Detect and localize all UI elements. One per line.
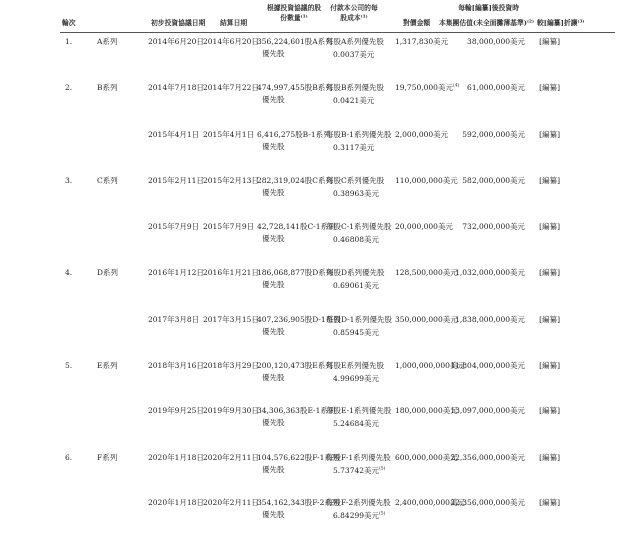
header-valuation-line1: 每輪[編纂]後投資時 xyxy=(458,4,519,12)
price-value: 0.46808美元 xyxy=(333,235,380,244)
header-amount: 對價金額 xyxy=(403,19,431,27)
discount-value: [編纂] xyxy=(539,498,560,507)
shares-count: 356,224,601股A系列 xyxy=(257,37,333,46)
shares-type: 優先股 xyxy=(262,465,285,474)
price-label: 每股D系列優先股 xyxy=(326,268,385,277)
shares-count: 407,236,905股D-1系列 xyxy=(257,315,341,324)
discount-value: [編纂] xyxy=(539,361,560,370)
series-name: A系列 xyxy=(97,37,118,46)
price-value: 5.73742美元$^{(5)}$ xyxy=(333,466,386,475)
shares-type: 優先股 xyxy=(262,373,285,382)
series-name: D系列 xyxy=(97,268,119,277)
post-money-valuation: 13,097,000,000美元 xyxy=(450,406,525,415)
closing-date: 2018年3月29日 xyxy=(203,361,259,370)
discount-value: [編纂] xyxy=(539,176,560,185)
discount-value: [編纂] xyxy=(539,130,560,139)
shares-type: 優先股 xyxy=(262,95,285,104)
shares-count: 42,728,141股C-1系列 xyxy=(257,222,336,231)
consideration-amount: 600,000,000美元 xyxy=(395,453,458,462)
post-money-valuation: 22,356,000,000美元 xyxy=(450,453,525,462)
discount-value: [編纂] xyxy=(539,268,560,277)
series-name: F系列 xyxy=(97,453,118,462)
header-shares: 根據投資協議的股份數量⁽¹⁾ xyxy=(266,4,322,22)
price-label: 每股E系列優先股 xyxy=(326,361,384,370)
consideration-amount: 20,000,000美元 xyxy=(395,222,453,231)
post-money-valuation: 22,356,000,000美元 xyxy=(450,498,525,507)
agreement-date: 2020年1月18日 xyxy=(148,498,204,507)
price-label: 每股F-1系列優先股 xyxy=(326,453,391,462)
footnote-marker: (5) xyxy=(379,511,386,517)
post-money-valuation: 1,838,000,000美元 xyxy=(455,315,525,324)
price-label: 每股B系列優先股 xyxy=(326,83,385,92)
shares-type: 優先股 xyxy=(262,418,285,427)
price-label: 每股F-2系列優先股 xyxy=(326,498,391,507)
closing-date: 2019年9月30日 xyxy=(203,406,259,415)
round-number: 5. xyxy=(65,361,73,370)
price-value: 0.69061美元 xyxy=(333,281,380,290)
closing-date: 2015年7月9日 xyxy=(203,222,255,231)
consideration-amount: 180,000,000美元 xyxy=(395,406,458,415)
discount-value: [編纂] xyxy=(539,37,560,46)
round-number: 4. xyxy=(65,268,73,277)
price-value: 5.24684美元 xyxy=(333,419,380,428)
discount-value: [編纂] xyxy=(539,453,560,462)
shares-count: 34,306,363股E-1系列 xyxy=(257,406,336,415)
closing-date: 2016年1月21日 xyxy=(203,268,259,277)
agreement-date: 2015年7月9日 xyxy=(148,222,200,231)
agreement-date: 2015年4月1日 xyxy=(148,130,200,139)
round-number: 3. xyxy=(65,176,73,185)
header-round: 輪次 xyxy=(62,19,76,27)
shares-type: 優先股 xyxy=(262,188,285,197)
post-money-valuation: 11,804,000,000美元 xyxy=(450,361,525,370)
series-name: E系列 xyxy=(97,361,118,370)
shares-type: 優先股 xyxy=(262,234,285,243)
post-money-valuation: 592,000,000美元 xyxy=(462,130,525,139)
round-number: 1. xyxy=(65,37,73,46)
header-closing-date: 結算日期 xyxy=(220,19,248,27)
round-number: 2. xyxy=(65,83,73,92)
closing-date: 2014年6月20日 xyxy=(203,37,259,46)
consideration-amount: 2,400,000,000美元 xyxy=(395,498,465,507)
consideration-amount: 1,317,830美元 xyxy=(395,37,449,46)
agreement-date: 2020年1月18日 xyxy=(148,453,204,462)
series-name: C系列 xyxy=(97,176,118,185)
shares-count: 282,319,024股C系列 xyxy=(257,176,333,185)
header-agreement-date: 初步投資協議日期 xyxy=(151,19,206,27)
closing-date: 2020年2月11日 xyxy=(203,453,259,462)
post-money-valuation: 732,000,000美元 xyxy=(462,222,525,231)
header-price: 付款本公司的每股成本⁽¹⁾ xyxy=(330,4,378,22)
shares-count: 354,162,343股F-2系列 xyxy=(257,498,340,507)
discount-value: [編纂] xyxy=(539,83,560,92)
discount-value: [編纂] xyxy=(539,315,560,324)
closing-date: 2015年2月13日 xyxy=(203,176,259,185)
header-discount: 較[編纂]折讓⁽³⁾ xyxy=(537,19,585,27)
footnote-marker: (5) xyxy=(379,466,386,472)
consideration-amount: 350,000,000美元 xyxy=(395,315,458,324)
header-valuation-line2: 本集團估值(未全面攤薄基準)⁽²⁾ xyxy=(438,19,534,27)
closing-date: 2020年2月11日 xyxy=(203,498,259,507)
shares-count: 6,416,275股B-1系列 xyxy=(257,130,331,139)
price-value: 0.85945美元 xyxy=(333,328,380,337)
price-value: 4.99699美元 xyxy=(333,374,380,383)
closing-date: 2014年7月22日 xyxy=(203,83,259,92)
consideration-amount: 1,000,000,000美元 xyxy=(395,361,465,370)
price-label: 每股B-1系列優先股 xyxy=(326,130,392,139)
price-value: 6.84299美元$^{(5)}$ xyxy=(333,511,386,520)
closing-date: 2015年4月1日 xyxy=(203,130,255,139)
price-value: 0.0421美元 xyxy=(333,96,375,105)
shares-type: 優先股 xyxy=(262,327,285,336)
shares-type: 優先股 xyxy=(262,280,285,289)
price-label: 每股C-1系列優先股 xyxy=(326,222,392,231)
discount-value: [編纂] xyxy=(539,222,560,231)
closing-date: 2017年3月15日 xyxy=(203,315,259,324)
agreement-date: 2016年1月12日 xyxy=(148,268,204,277)
price-value: 0.3117美元 xyxy=(333,143,375,152)
price-label: 每股C系列優先股 xyxy=(326,176,385,185)
shares-count: 474,997,455股B系列 xyxy=(257,83,333,92)
header-rule xyxy=(60,32,615,33)
agreement-date: 2019年9月25日 xyxy=(148,406,204,415)
price-value: 0.0037美元 xyxy=(333,50,375,59)
discount-value: [編纂] xyxy=(539,406,560,415)
post-money-valuation: 61,000,000美元 xyxy=(467,83,525,92)
price-value: 0.38963美元 xyxy=(333,189,380,198)
post-money-valuation: 582,000,000美元 xyxy=(462,176,525,185)
post-money-valuation: 1,032,000,000美元 xyxy=(455,268,525,277)
shares-count: 186,068,877股D系列 xyxy=(257,268,334,277)
series-name: B系列 xyxy=(97,83,118,92)
price-label: 每股D-1系列優先股 xyxy=(326,315,392,324)
post-money-valuation: 38,000,000美元 xyxy=(467,37,525,46)
consideration-amount: 19,750,000美元$^{(4)}$ xyxy=(395,83,460,92)
footnote-marker: (4) xyxy=(452,83,460,89)
agreement-date: 2015年2月11日 xyxy=(148,176,204,185)
shares-count: 200,120,473股E系列 xyxy=(257,361,333,370)
shares-count: 104,576,622股F-1系列 xyxy=(257,453,340,462)
shares-type: 優先股 xyxy=(262,142,285,151)
shares-type: 優先股 xyxy=(262,49,285,58)
consideration-amount: 2,000,000美元 xyxy=(395,130,449,139)
consideration-amount: 128,500,000美元 xyxy=(395,268,458,277)
consideration-amount: 110,000,000美元 xyxy=(395,176,458,185)
round-number: 6. xyxy=(65,453,73,462)
agreement-date: 2018年3月16日 xyxy=(148,361,204,370)
price-label: 每股E-1系列優先股 xyxy=(326,406,392,415)
agreement-date: 2017年3月8日 xyxy=(148,315,200,324)
shares-type: 優先股 xyxy=(262,510,285,519)
agreement-date: 2014年7月18日 xyxy=(148,83,204,92)
agreement-date: 2014年6月20日 xyxy=(148,37,204,46)
price-label: 每股A系列優先股 xyxy=(326,37,384,46)
